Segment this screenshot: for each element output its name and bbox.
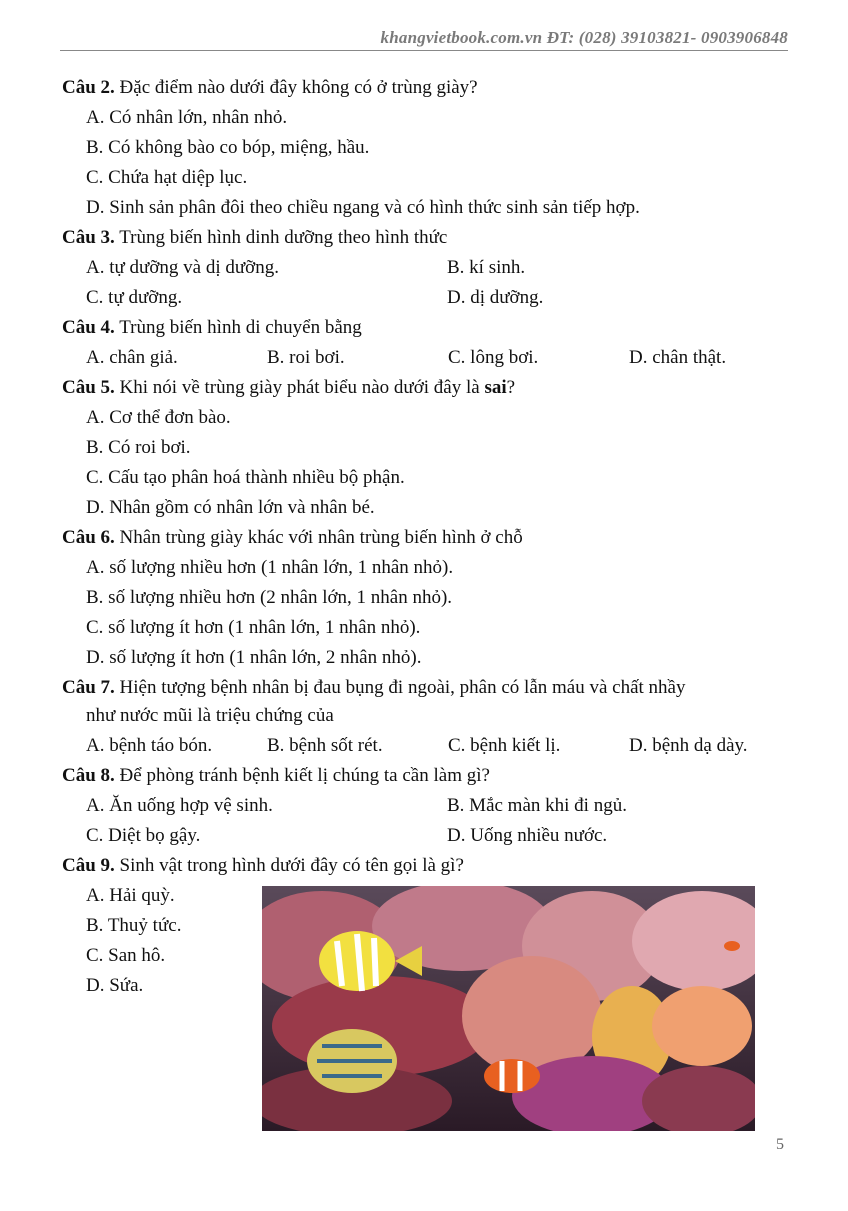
option: C. San hô. <box>86 945 166 966</box>
question-label: Câu 9. <box>62 855 115 876</box>
option: D. chân thật. <box>629 347 727 368</box>
option: A. bệnh táo bón. <box>86 735 213 756</box>
question-stem-end: ? <box>506 377 516 398</box>
question-emphasis: sai <box>484 377 507 398</box>
option: D. dị dưỡng. <box>447 287 544 308</box>
option: C. bệnh kiết lị. <box>448 735 561 756</box>
question-stem: Trùng biến hình di chuyển bằng <box>114 317 362 338</box>
option: D. bệnh dạ dày. <box>629 735 748 756</box>
question-stem: Nhân trùng giày khác với nhân trùng biến hình ở chỗ <box>114 527 523 548</box>
option: C. số lượng ít hơn (1 nhân lớn, 1 nhân nhỏ). <box>86 617 421 638</box>
option: D. Nhân gồm có nhân lớn và nhân bé. <box>86 497 375 518</box>
question-list <box>62 73 792 1151</box>
option: B. Có không bào co bóp, miệng, hầu. <box>86 137 370 158</box>
option: B. kí sinh. <box>447 257 526 278</box>
option: A. Có nhân lớn, nhân nhỏ. <box>86 107 288 128</box>
option: D. số lượng ít hơn (1 nhân lớn, 2 nhân nhỏ). <box>86 647 422 668</box>
header-divider <box>60 50 788 51</box>
question-8 <box>62 761 792 791</box>
question-label: Câu 6. <box>62 527 115 548</box>
question-5 <box>62 373 792 403</box>
striped-fish <box>307 1029 397 1093</box>
question-label: Câu 5. <box>62 377 115 398</box>
option: C. Chứa hạt diệp lục. <box>86 167 248 188</box>
option: C. tự dưỡng. <box>86 287 183 308</box>
question-stem: Đặc điểm nào dưới đây không có ở trùng giày? <box>114 77 478 98</box>
question-7 <box>62 673 792 703</box>
option: C. Diệt bọ gậy. <box>86 825 201 846</box>
option: B. Mắc màn khi đi ngủ. <box>447 795 627 816</box>
option: A. chân giả. <box>86 347 178 368</box>
option: B. Thuỷ tức. <box>86 915 182 936</box>
question-3 <box>62 223 792 253</box>
question-4 <box>62 313 792 343</box>
question-stem: Sinh vật trong hình dưới đây có tên gọi là gì? <box>114 855 464 876</box>
question-9 <box>62 851 792 881</box>
question-6 <box>62 523 792 553</box>
option: D. Sứa. <box>86 975 144 996</box>
question-stem: Trùng biến hình dinh dưỡng theo hình thức <box>114 227 448 248</box>
option: B. roi bơi. <box>267 347 345 368</box>
question-label: Câu 2. <box>62 77 115 98</box>
question-stem: Khi nói về trùng giày phát biểu nào dưới đây là <box>114 377 485 398</box>
option: D. Uống nhiều nước. <box>447 825 608 846</box>
question-label: Câu 7. <box>62 677 115 698</box>
question-stem: Hiện tượng bệnh nhân bị đau bụng đi ngoài, phân có lẫn máu và chất nhầy <box>114 677 686 698</box>
option: A. tự dưỡng và dị dưỡng. <box>86 257 279 278</box>
question-stem: Để phòng tránh bệnh kiết lị chúng ta cần làm gì? <box>114 765 490 786</box>
option: B. bệnh sốt rét. <box>267 735 383 756</box>
option: A. Ăn uống hợp vệ sinh. <box>86 795 273 816</box>
option: B. số lượng nhiều hơn (2 nhân lớn, 1 nhân nhỏ). <box>86 587 453 608</box>
clownfish <box>484 1059 540 1093</box>
question-stem-continuation: như nước mũi là triệu chứng của <box>86 705 334 726</box>
question-label: Câu 8. <box>62 765 115 786</box>
option: A. Hải quỳ. <box>86 885 175 906</box>
question-2 <box>62 73 792 103</box>
option: D. Sinh sản phân đôi theo chiều ngang và có hình thức sinh sản tiếp hợp. <box>86 197 640 218</box>
option: C. Cấu tạo phân hoá thành nhiều bộ phận. <box>86 467 405 488</box>
option: C. lông bơi. <box>448 347 539 368</box>
option: A. Cơ thể đơn bào. <box>86 407 231 428</box>
page-number: 5 <box>776 1136 784 1153</box>
option: A. số lượng nhiều hơn (1 nhân lớn, 1 nhân nhỏ). <box>86 557 454 578</box>
page-header: khangvietbook.com.vn ĐT: (028) 39103821- 0903906848 <box>380 28 788 47</box>
question-label: Câu 4. <box>62 317 115 338</box>
option: B. Có roi bơi. <box>86 437 191 458</box>
question-label: Câu 3. <box>62 227 115 248</box>
coral-reef-photo <box>262 886 755 1131</box>
